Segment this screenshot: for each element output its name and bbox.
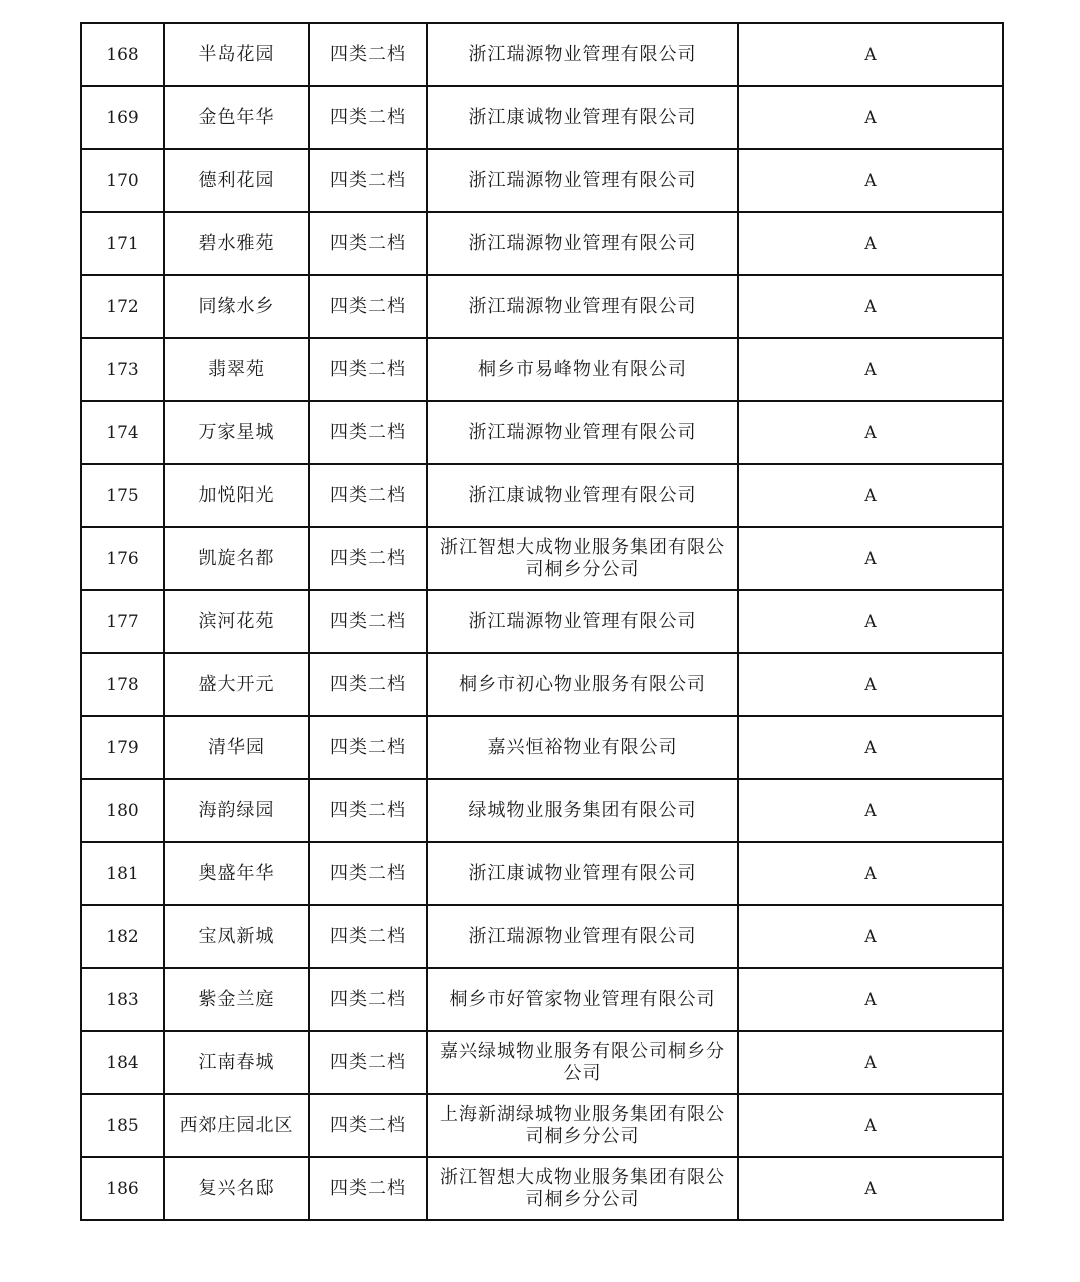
cell-number: 177 [81,590,164,653]
cell-property-company: 浙江智想大成物业服务集团有限公司桐乡分公司 [427,1157,738,1220]
cell-category: 四类二档 [309,716,427,779]
cell-number: 173 [81,338,164,401]
cell-community-name: 奥盛年华 [164,842,309,905]
cell-number: 182 [81,905,164,968]
cell-category: 四类二档 [309,527,427,590]
table-row [81,1094,1003,1157]
cell-community-name: 滨河花苑 [164,590,309,653]
cell-grade: A [738,275,1003,338]
cell-number: 172 [81,275,164,338]
table-row [81,842,1003,905]
cell-grade: A [738,1031,1003,1094]
cell-community-name: 盛大开元 [164,653,309,716]
cell-number: 186 [81,1157,164,1220]
cell-category: 四类二档 [309,653,427,716]
cell-number: 176 [81,527,164,590]
cell-number: 181 [81,842,164,905]
cell-property-company: 桐乡市易峰物业有限公司 [427,338,738,401]
cell-category: 四类二档 [309,212,427,275]
cell-property-company: 嘉兴恒裕物业有限公司 [427,716,738,779]
cell-number: 185 [81,1094,164,1157]
cell-number: 171 [81,212,164,275]
table-row [81,590,1003,653]
cell-grade: A [738,716,1003,779]
cell-property-company: 浙江瑞源物业管理有限公司 [427,149,738,212]
cell-community-name: 西郊庄园北区 [164,1094,309,1157]
table-row [81,716,1003,779]
cell-community-name: 金色年华 [164,86,309,149]
cell-property-company: 上海新湖绿城物业服务集团有限公司桐乡分公司 [427,1094,738,1157]
cell-grade: A [738,842,1003,905]
cell-grade: A [738,338,1003,401]
cell-number: 174 [81,401,164,464]
cell-community-name: 加悦阳光 [164,464,309,527]
cell-property-company: 浙江康诚物业管理有限公司 [427,842,738,905]
cell-category: 四类二档 [309,23,427,86]
cell-category: 四类二档 [309,590,427,653]
table-body [81,23,1003,1220]
table-row [81,1031,1003,1094]
cell-category: 四类二档 [309,1157,427,1220]
cell-community-name: 江南春城 [164,1031,309,1094]
cell-grade: A [738,401,1003,464]
cell-grade: A [738,527,1003,590]
table-row [81,905,1003,968]
cell-grade: A [738,86,1003,149]
property-rating-table [80,22,1004,1221]
cell-community-name: 翡翠苑 [164,338,309,401]
cell-property-company: 嘉兴绿城物业服务有限公司桐乡分公司 [427,1031,738,1094]
cell-grade: A [738,590,1003,653]
cell-property-company: 浙江瑞源物业管理有限公司 [427,590,738,653]
cell-community-name: 同缘水乡 [164,275,309,338]
table-row [81,968,1003,1031]
cell-property-company: 浙江康诚物业管理有限公司 [427,86,738,149]
cell-number: 170 [81,149,164,212]
cell-property-company: 绿城物业服务集团有限公司 [427,779,738,842]
table-row [81,149,1003,212]
table-row [81,527,1003,590]
cell-category: 四类二档 [309,401,427,464]
table-row [81,401,1003,464]
cell-community-name: 海韵绿园 [164,779,309,842]
cell-category: 四类二档 [309,149,427,212]
cell-category: 四类二档 [309,1094,427,1157]
table-row [81,1157,1003,1220]
cell-community-name: 万家星城 [164,401,309,464]
cell-community-name: 宝凤新城 [164,905,309,968]
cell-grade: A [738,905,1003,968]
cell-grade: A [738,968,1003,1031]
cell-category: 四类二档 [309,464,427,527]
table-row [81,464,1003,527]
cell-category: 四类二档 [309,338,427,401]
cell-grade: A [738,1157,1003,1220]
cell-category: 四类二档 [309,779,427,842]
table-row [81,86,1003,149]
table-row [81,23,1003,86]
cell-category: 四类二档 [309,842,427,905]
cell-number: 184 [81,1031,164,1094]
table-row [81,275,1003,338]
cell-property-company: 浙江瑞源物业管理有限公司 [427,401,738,464]
table-row [81,338,1003,401]
cell-number: 168 [81,23,164,86]
cell-number: 175 [81,464,164,527]
cell-number: 180 [81,779,164,842]
cell-property-company: 桐乡市好管家物业管理有限公司 [427,968,738,1031]
table-row [81,653,1003,716]
cell-community-name: 紫金兰庭 [164,968,309,1031]
cell-grade: A [738,653,1003,716]
cell-number: 178 [81,653,164,716]
cell-property-company: 桐乡市初心物业服务有限公司 [427,653,738,716]
cell-category: 四类二档 [309,905,427,968]
cell-property-company: 浙江瑞源物业管理有限公司 [427,212,738,275]
cell-community-name: 复兴名邸 [164,1157,309,1220]
cell-category: 四类二档 [309,86,427,149]
cell-property-company: 浙江瑞源物业管理有限公司 [427,905,738,968]
cell-property-company: 浙江智想大成物业服务集团有限公司桐乡分公司 [427,527,738,590]
table-row [81,779,1003,842]
cell-grade: A [738,149,1003,212]
cell-property-company: 浙江瑞源物业管理有限公司 [427,23,738,86]
cell-community-name: 半岛花园 [164,23,309,86]
cell-grade: A [738,779,1003,842]
cell-grade: A [738,464,1003,527]
cell-number: 179 [81,716,164,779]
cell-grade: A [738,23,1003,86]
cell-grade: A [738,212,1003,275]
cell-property-company: 浙江康诚物业管理有限公司 [427,464,738,527]
cell-community-name: 清华园 [164,716,309,779]
cell-community-name: 德利花园 [164,149,309,212]
cell-category: 四类二档 [309,275,427,338]
cell-community-name: 碧水雅苑 [164,212,309,275]
cell-number: 169 [81,86,164,149]
cell-category: 四类二档 [309,1031,427,1094]
cell-grade: A [738,1094,1003,1157]
cell-number: 183 [81,968,164,1031]
cell-community-name: 凯旋名都 [164,527,309,590]
cell-property-company: 浙江瑞源物业管理有限公司 [427,275,738,338]
table-row [81,212,1003,275]
cell-category: 四类二档 [309,968,427,1031]
